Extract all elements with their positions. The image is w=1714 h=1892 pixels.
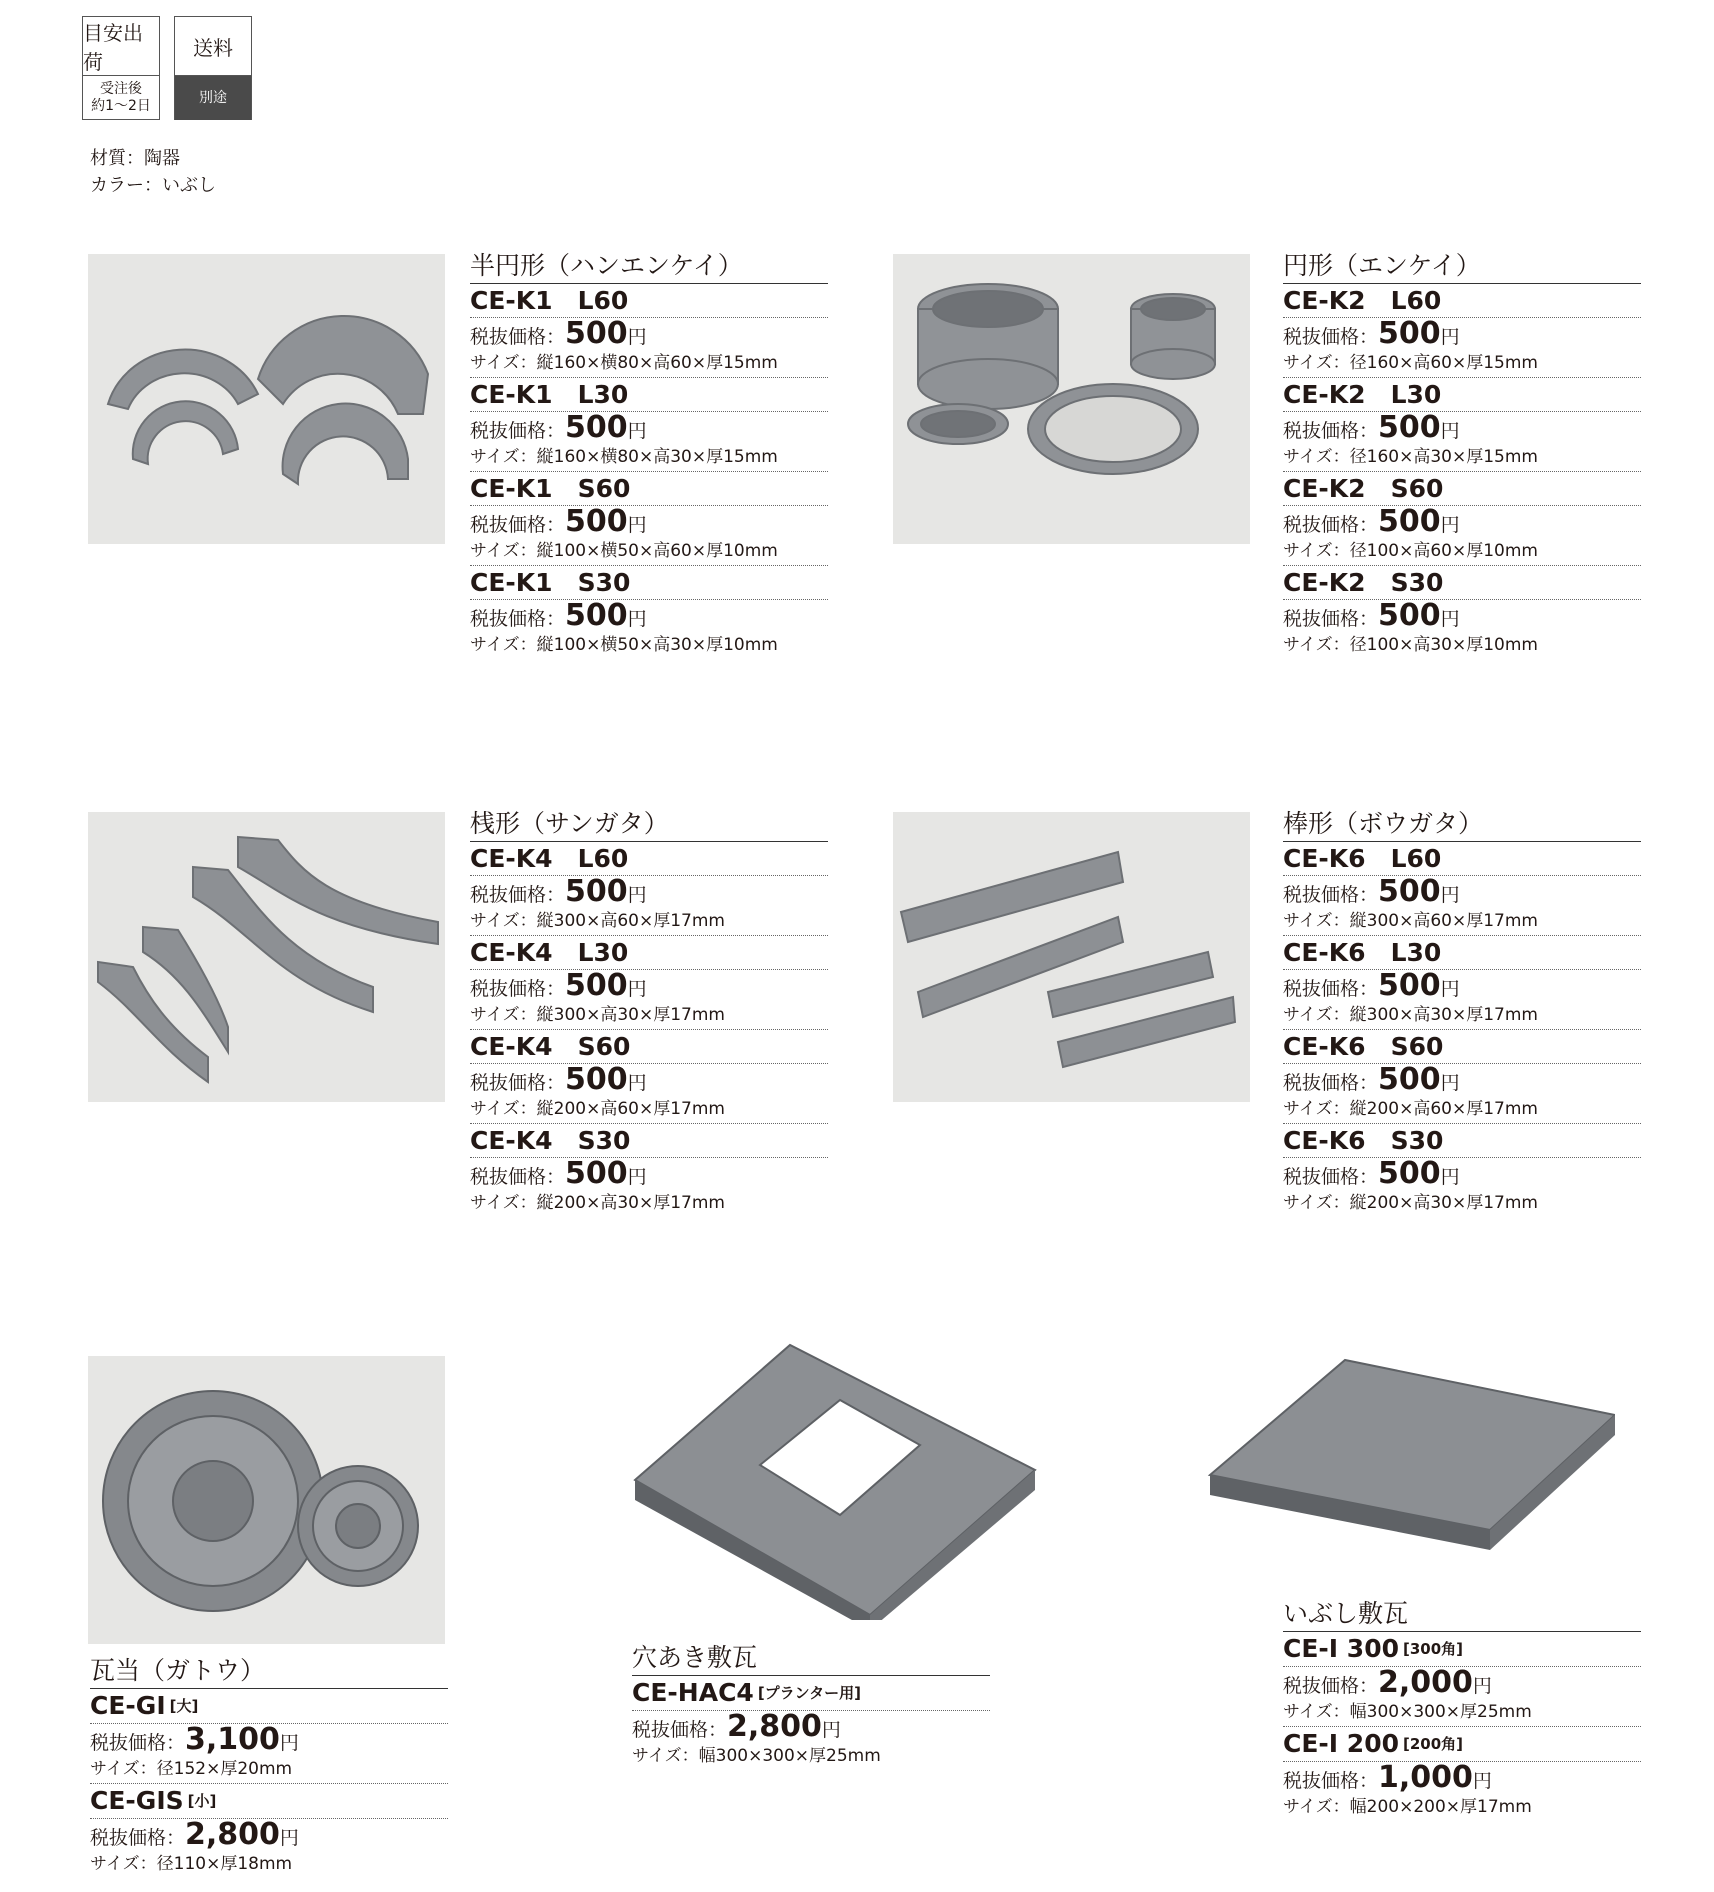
price-label: 税抜価格： [1283, 420, 1379, 442]
size-text: サイズ：径100×高60×厚10mm [1283, 541, 1641, 566]
price-value: 500 [1378, 316, 1441, 351]
shipping-fee-label: 送料 [175, 17, 251, 76]
product-item [1283, 566, 1641, 659]
price-row [1283, 970, 1641, 1005]
product-block-circle [1283, 250, 1641, 659]
price-label: 税抜価格： [470, 1072, 566, 1094]
product-code: CE-K2 L30 [1283, 378, 1641, 412]
price-unit: 円 [1472, 1770, 1492, 1792]
product-code: CE-K2 S30 [1283, 566, 1641, 600]
color-text: カラー：いぶし [90, 175, 216, 196]
product-item [90, 1689, 448, 1784]
product-item [470, 566, 828, 659]
price-row [1283, 1667, 1641, 1702]
price-value: 500 [565, 874, 628, 909]
price-label: 税抜価格： [90, 1827, 186, 1849]
size-text: サイズ：径100×高30×厚10mm [1283, 635, 1538, 655]
category-title: いぶし敷瓦 [1283, 1598, 1641, 1632]
product-item [632, 1676, 990, 1770]
price-unit: 円 [627, 1166, 647, 1188]
price-row [1283, 876, 1641, 911]
price-unit: 円 [627, 514, 647, 536]
product-item [90, 1784, 448, 1878]
price-value: 500 [565, 504, 628, 539]
product-code: CE-K4 L60 [470, 842, 828, 876]
product-tag: [200角] [1403, 1735, 1464, 1753]
size-text: サイズ：幅300×300×厚25mm [1283, 1702, 1641, 1727]
product-tag: [プランター用] [757, 1684, 861, 1702]
product-code-row [90, 1689, 448, 1724]
product-block-ibushi-tile [1283, 1598, 1641, 1821]
price-label: 税抜価格： [470, 514, 566, 536]
product-item [470, 284, 828, 378]
size-text: サイズ：径160×高30×厚15mm [1283, 447, 1641, 472]
product-item [1283, 1124, 1641, 1217]
shipping-estimate-label: 目安出荷 [83, 17, 159, 76]
price-label: 税抜価格： [1283, 884, 1379, 906]
size-text: サイズ：縦300×高30×厚17mm [1283, 1005, 1641, 1030]
product-code-row [632, 1676, 990, 1711]
size-text: サイズ：縦300×高30×厚17mm [470, 1005, 828, 1030]
price-unit: 円 [1440, 514, 1460, 536]
shipping-fee-value: 別途 [175, 76, 251, 120]
price-label: 税抜価格： [1283, 1675, 1379, 1697]
price-unit: 円 [821, 1719, 841, 1741]
product-item [1283, 1727, 1641, 1821]
photo-bar [893, 812, 1250, 1102]
price-row [632, 1711, 990, 1746]
size-text: サイズ：径110×厚18mm [90, 1854, 293, 1874]
product-code: CE-K2 S60 [1283, 472, 1641, 506]
product-item [1283, 284, 1641, 378]
price-row [470, 1158, 828, 1193]
product-item [470, 1030, 828, 1124]
product-item [470, 378, 828, 472]
price-label: 税抜価格： [470, 326, 566, 348]
shipping-fee-box [174, 16, 252, 120]
price-unit: 円 [1440, 326, 1460, 348]
price-row [1283, 1064, 1641, 1099]
product-code-row [90, 1784, 448, 1819]
category-title: 桟形（サンガタ） [470, 808, 828, 842]
price-label: 税抜価格： [1283, 1770, 1379, 1792]
product-block-gatou [90, 1655, 448, 1878]
size-text: サイズ：縦160×横80×高60×厚15mm [470, 353, 828, 378]
photo-plain-tile [1205, 1355, 1615, 1610]
price-unit: 円 [279, 1732, 299, 1754]
price-value: 500 [565, 968, 628, 1003]
size-text: サイズ：縦300×高60×厚17mm [470, 911, 828, 936]
price-label: 税抜価格： [470, 420, 566, 442]
price-label: 税抜価格： [470, 608, 566, 630]
shipping-estimate-box [82, 16, 160, 120]
category-title: 穴あき敷瓦 [632, 1642, 990, 1676]
photo-half-circle [88, 254, 445, 544]
material-text: 材質：陶器 [90, 148, 180, 169]
photo-circle [893, 254, 1250, 544]
price-label: 税抜価格： [470, 978, 566, 1000]
price-unit: 円 [627, 978, 647, 1000]
price-value: 500 [565, 1062, 628, 1097]
price-unit: 円 [1440, 978, 1460, 1000]
price-label: 税抜価格： [470, 884, 566, 906]
price-value: 500 [1378, 598, 1441, 633]
price-unit: 円 [627, 420, 647, 442]
price-value: 500 [1378, 504, 1441, 539]
product-code: CE-K1 S30 [470, 566, 828, 600]
price-label: 税抜価格： [90, 1732, 186, 1754]
price-row [1283, 1158, 1641, 1193]
price-unit: 円 [1440, 420, 1460, 442]
price-unit: 円 [627, 884, 647, 906]
price-label: 税抜価格： [1283, 978, 1379, 1000]
price-value: 500 [1378, 410, 1441, 445]
product-block-curved [470, 808, 828, 1217]
price-value: 3,100 [185, 1722, 280, 1757]
price-value: 500 [565, 1156, 628, 1191]
price-row [470, 970, 828, 1005]
price-unit: 円 [627, 608, 647, 630]
price-label: 税抜価格： [470, 1166, 566, 1188]
price-label: 税抜価格： [1283, 514, 1379, 536]
price-value: 2,800 [185, 1817, 280, 1852]
product-item [1283, 1632, 1641, 1727]
size-text: サイズ：径160×高60×厚15mm [1283, 353, 1641, 378]
price-label: 税抜価格： [1283, 1072, 1379, 1094]
price-label: 税抜価格： [1283, 1166, 1379, 1188]
product-code: CE-K4 S60 [470, 1030, 828, 1064]
category-title: 棒形（ボウガタ） [1283, 808, 1641, 842]
product-item [1283, 936, 1641, 1030]
photo-perforated-tile [630, 1330, 1040, 1620]
size-text: サイズ：縦200×高60×厚17mm [470, 1099, 828, 1124]
product-item [1283, 378, 1641, 472]
price-unit: 円 [627, 326, 647, 348]
product-block-perforated-tile [632, 1642, 990, 1770]
price-row [470, 412, 828, 447]
size-text: サイズ：幅200×200×厚17mm [1283, 1797, 1532, 1817]
product-item [470, 842, 828, 936]
price-row [470, 600, 828, 635]
price-value: 1,000 [1378, 1760, 1473, 1795]
price-unit: 円 [1440, 1072, 1460, 1094]
photo-gatou [88, 1356, 445, 1644]
product-code: CE-K1 L30 [470, 378, 828, 412]
price-unit: 円 [1472, 1675, 1492, 1697]
product-block-bar [1283, 808, 1641, 1217]
price-value: 500 [565, 598, 628, 633]
price-unit: 円 [1440, 884, 1460, 906]
product-code: CE-K6 L30 [1283, 936, 1641, 970]
product-item [1283, 472, 1641, 566]
product-code: CE-K2 L60 [1283, 284, 1641, 318]
price-row [470, 876, 828, 911]
product-code: CE-K4 L30 [470, 936, 828, 970]
product-block-half-circle [470, 250, 828, 659]
price-value: 2,000 [1378, 1665, 1473, 1700]
price-value: 2,800 [727, 1709, 822, 1744]
price-row [1283, 1762, 1641, 1797]
price-row [470, 506, 828, 541]
product-code: CE-K6 S60 [1283, 1030, 1641, 1064]
price-unit: 円 [1440, 1166, 1460, 1188]
category-title: 瓦当（ガトウ） [90, 1655, 448, 1689]
price-value: 500 [1378, 968, 1441, 1003]
price-value: 500 [565, 316, 628, 351]
size-text: サイズ：縦100×横50×高30×厚10mm [470, 635, 778, 655]
price-label: 税抜価格： [1283, 326, 1379, 348]
product-item [470, 936, 828, 1030]
size-text: サイズ：径152×厚20mm [90, 1759, 448, 1784]
size-text: サイズ：幅300×300×厚25mm [632, 1746, 881, 1766]
product-code: CE-K1 S60 [470, 472, 828, 506]
size-text: サイズ：縦200×高30×厚17mm [470, 1193, 725, 1213]
product-code: CE-GI [90, 1691, 166, 1720]
product-item [470, 1124, 828, 1217]
photo-curved-strip [88, 812, 445, 1102]
category-title: 円形（エンケイ） [1283, 250, 1641, 284]
size-text: サイズ：縦160×横80×高30×厚15mm [470, 447, 828, 472]
price-value: 500 [1378, 1062, 1441, 1097]
product-code: CE-I 200 [1283, 1729, 1399, 1758]
price-label: 税抜価格： [632, 1719, 728, 1741]
size-text: サイズ：縦200×高60×厚17mm [1283, 1099, 1641, 1124]
product-tag: [300角] [1403, 1640, 1464, 1658]
product-code: CE-K1 L60 [470, 284, 828, 318]
product-tag: [小] [187, 1792, 217, 1810]
product-tag: [大] [169, 1697, 199, 1715]
price-row [1283, 506, 1641, 541]
price-value: 500 [1378, 1156, 1441, 1191]
product-item [470, 472, 828, 566]
product-code: CE-K6 L60 [1283, 842, 1641, 876]
product-code-row [1283, 1727, 1641, 1762]
product-code: CE-GIS [90, 1786, 184, 1815]
product-code: CE-HAC4 [632, 1678, 754, 1707]
category-title: 半円形（ハンエンケイ） [470, 250, 828, 284]
price-row [470, 1064, 828, 1099]
product-item [1283, 1030, 1641, 1124]
price-row [470, 318, 828, 353]
price-row [1283, 600, 1641, 635]
price-unit: 円 [1440, 608, 1460, 630]
price-row [90, 1819, 448, 1854]
price-unit: 円 [279, 1827, 299, 1849]
product-code: CE-K6 S30 [1283, 1124, 1641, 1158]
price-value: 500 [565, 410, 628, 445]
price-row [1283, 318, 1641, 353]
price-unit: 円 [627, 1072, 647, 1094]
product-code: CE-K4 S30 [470, 1124, 828, 1158]
price-value: 500 [1378, 874, 1441, 909]
size-text: サイズ：縦200×高30×厚17mm [1283, 1193, 1538, 1213]
price-row [90, 1724, 448, 1759]
price-label: 税抜価格： [1283, 608, 1379, 630]
product-code: CE-I 300 [1283, 1634, 1399, 1663]
price-row [1283, 412, 1641, 447]
shipping-estimate-value: 受注後 約1〜2日 [91, 81, 151, 114]
product-code-row [1283, 1632, 1641, 1667]
product-item [1283, 842, 1641, 936]
size-text: サイズ：縦100×横50×高60×厚10mm [470, 541, 828, 566]
size-text: サイズ：縦300×高60×厚17mm [1283, 911, 1641, 936]
